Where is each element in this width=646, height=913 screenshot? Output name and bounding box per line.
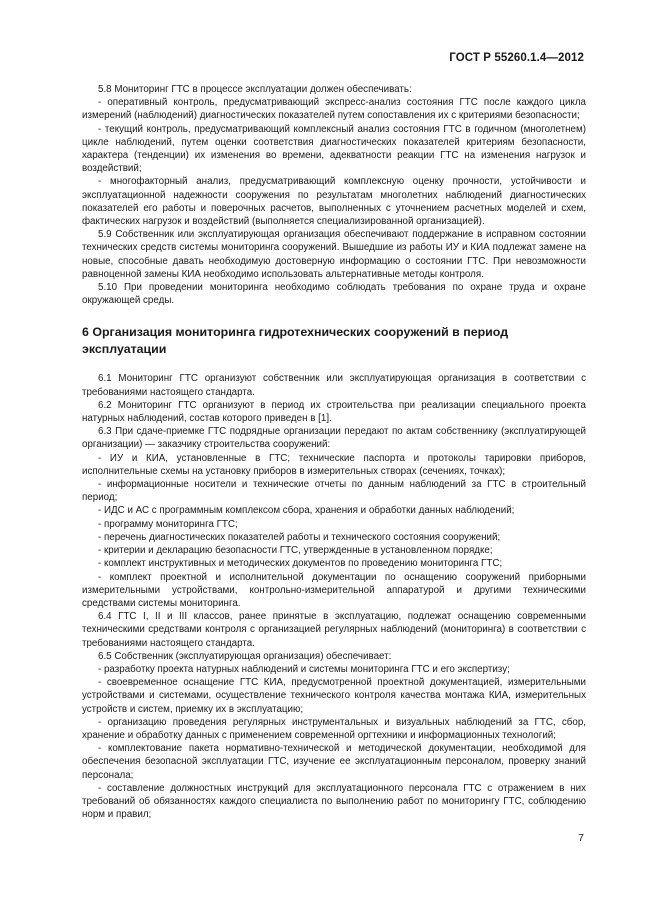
list-item: - критерии и декларацию безопасности ГТС, утвержденные в установленном порядке;	[98, 545, 493, 557]
list-item: - ИДС и АС с программным комплексом сбора, хранения и обработки данных наблюдений;	[98, 505, 515, 517]
list-item: - программу мониторинга ГТС;	[98, 518, 238, 530]
list-item: - разработку проекта натурных наблюдений и системы мониторинга ГТС и его экспертизу;	[98, 663, 510, 675]
paragraph-5-9: 5.9 Собственник или эксплуатирующая организация обеспечивают поддержание в исправном состоянии технических средств системы мониторинга сооружений. Вышедшие из работы ИУ и КИА подлежат замене на новые, способные давать необходимую достоверную информацию о состоянии ГТС. При невозможности равноценной замены КИА необходимо использовать альтернативные методы контроля.	[82, 229, 586, 280]
section-5	[82, 83, 586, 307]
list-item: - перечень диагностических показателей работы и технического состояния сооружений;	[98, 531, 501, 543]
list-item: - комплект инструктивных и методических документов по проведению мониторинга ГТС;	[98, 558, 503, 570]
paragraph-5-10: 5.10 При проведении мониторинга необходимо соблюдать требования по охране труда и охране окружающей среды.	[82, 282, 586, 307]
list-item: - ИУ и КИА, установленные в ГТС; технические паспорта и протоколы тарировки приборов, исполнительные схемы на установку приборов в измерительных створах (сечениях, точках);	[82, 452, 586, 477]
page-number: 7	[578, 832, 584, 844]
list-item: - оперативный контроль, предусматривающий экспресс-анализ состояния ГТС после каждого цикла измерений (наблюдений) диагностических показателей путем сопоставления их с критериями безопасности;	[82, 97, 586, 122]
list-item: - составление должностных инструкций для эксплуатационного персонала ГТС с отражением в них требований об обязанностях каждого специалиста по выполнению работ по мониторингу ГТС, соблюдению норм и правил;	[82, 782, 586, 821]
paragraph-5-8: 5.8 Мониторинг ГТС в процессе эксплуатации должен обеспечивать:	[98, 84, 412, 95]
list-item: - текущий контроль, предусматривающий комплексный анализ состояния ГТС в годичном (многолетнем) цикле наблюдений, путем оценки соответствия диагностических показателей критериям безопасности, характера (тенденции) их изменения во времени, адекватности реакции ГТС на изменения нагрузок и воздействий;	[82, 123, 586, 175]
paragraph-6-5: 6.5 Собственник (эксплуатирующая организация) обеспечивает:	[98, 650, 392, 662]
list-item: - организацию проведения регулярных инструментальных и визуальных наблюдений за ГТС, сбор, хранение и обработку данных с применением современной оргтехники и информационных технологий;	[82, 716, 586, 741]
list-item: - информационные носители и технические отчеты по данным наблюдений за ГТС в строительный период;	[82, 479, 586, 504]
list-item: - комплектование пакета нормативно-технической и методической документации, необходимой для обеспечения безопасной эксплуатации ГТС, изучение ее эксплуатационным персоналом, проверку знаний персонала;	[82, 743, 586, 781]
document-body	[82, 83, 586, 821]
paragraph-6-4: 6.4 ГТС I, II и III классов, ранее принятые в эксплуатацию, подлежат оснащению современными техническими средствами контроля с организацией регулярных наблюдений (мониторинга) в соответствии с требованиями настоящего стандарта.	[82, 611, 586, 649]
section-6	[82, 372, 586, 821]
paragraph-6-1: 6.1 Мониторинг ГТС организуют собственник или эксплуатирующая организация в соответствии с требованиями настоящего стандарта.	[82, 373, 586, 398]
document-id: ГОСТ Р 55260.1.4—2012	[449, 52, 584, 64]
list-item: - своевременное оснащение ГТС КИА, предусмотренной проектной документацией, измерительными устройствами и системами, осуществление технического контроля качества монтажа КИА, измерительных устройств и систем, приемку их в эксплуатацию;	[82, 677, 586, 715]
list-item: - комплект проектной и исполнительной документации по оснащению сооружений приборными измерительными устройствами, контрольно-измерительной аппаратурой и другими техническими средствами системы мониторинга.	[82, 571, 586, 609]
paragraph-6-2: 6.2 Мониторинг ГТС организуют в период их строительства при реализации специального проекта натурных наблюдений, состав которого приведен в [1].	[82, 399, 586, 425]
list-item: - многофакторный анализ, предусматривающий комплексную оценку прочности, устойчивости и эксплуатационной надежности сооружения по результатам многолетних наблюдений диагностических показателей его работы и поверочных расчетов, выполненных с уточнением расчетных моделей и схем, фактических нагрузок и воздействий (выполняется специализированной организацией).	[82, 176, 586, 228]
paragraph-6-3: 6.3 При сдаче-приемке ГТС подрядные организации передают по актам собственнику (эксплуатирующей организации) — заказчику строительства сооружений:	[82, 426, 586, 451]
section-6-heading: 6 Организация мониторинга гидротехнических сооружений в период эксплуатации	[82, 325, 509, 357]
